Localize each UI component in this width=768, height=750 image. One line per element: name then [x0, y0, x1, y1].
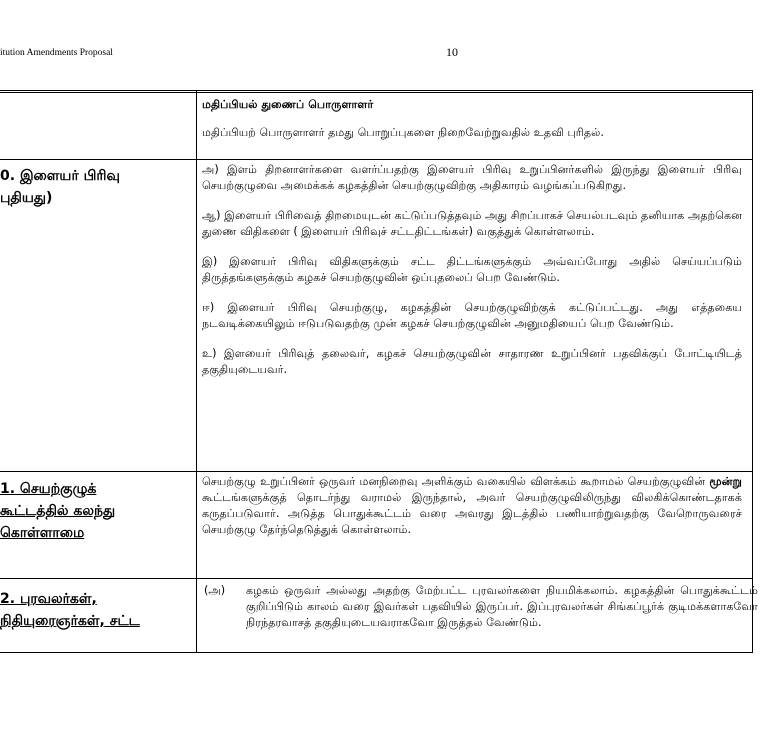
row-2-title-word-1: இளையர் — [19, 168, 79, 184]
row-3-title-line-1: 1. செயற்குழுக் — [0, 481, 97, 497]
row-3-text-bold: மூன்று — [709, 475, 742, 488]
row-3-text-b: கூட்டங்களுக்குத் தொடர்ந்து வராமல் இருந்தால், அவர் செயற்குழுவிலிருந்து விலகிக்கொண்டதாகக் கருதப்படுவார். அடுத்த பொதுக்கூட்டம் வரை அவரது இடத்தில் பணியாற்றுவதற்கு வேறொருவரைச் செயற்குழு தேர்ந்தெடுத்துக் கொள்ளலாம். — [202, 491, 742, 536]
row-2-title — [0, 165, 188, 209]
page-number: 10 — [446, 45, 458, 59]
row-2-title-number: 0. — [0, 168, 16, 184]
row-4-title — [0, 588, 188, 632]
row-2-clause-ii: ஈ) இளையர் பிரிவு செயற்குழு, கழகத்தின் செயற்குழுவிற்குக் கட்டுப்பட்டது. அது எத்தகைய நடவடிக்கையிலும் ஈடுபடுவதற்கு முன் கழகச் செயற்குழுவின் அனுமதியைப் பெற வேண்டும். — [202, 301, 742, 330]
row-3-paragraph — [202, 474, 742, 538]
table-right-border — [752, 90, 753, 653]
table-rule-row2 — [0, 159, 753, 160]
row-4-clause-marker: (அ) — [204, 584, 226, 597]
table-rule-top-double — [0, 92, 753, 93]
running-title: itution Amendments Proposal — [0, 48, 113, 58]
row-1-paragraph: மதிப்பியற் பொருளாளர் தமது பொறுப்புகளை நிறைவேற்றுவதில் உதவி புரிதல். — [202, 126, 604, 139]
row-2-title-word-2: பிரிவு — [83, 168, 120, 184]
row-3-text-a: செயற்குழு உறுப்பினர் ஒருவர் மனநிறைவு அளிக்கும் வகையில் விளக்கம் கூறாமல் செயற்குழுவின் — [202, 475, 710, 488]
table-rule-row4 — [0, 578, 753, 579]
row-3-title-line-2: கூட்டத்தில் கலந்து — [0, 503, 116, 519]
table-rule-row3 — [0, 471, 753, 472]
row-3-description — [202, 474, 742, 538]
row-4-title-word-1: புரவலர்கள், — [19, 591, 97, 607]
row-4-description — [204, 583, 758, 631]
row-1-heading: மதிப்பியல் துணைப் பொருளாளர் — [202, 98, 374, 111]
row-1-description — [202, 97, 742, 141]
row-4-title-word-3: சட்ட — [109, 613, 140, 629]
row-4-title-word-2: நிதியுரைஞர்கள், — [0, 613, 105, 629]
row-2-clause-i: இ) இளையர் பிரிவு விதிகளுக்கும் சட்ட திட்டங்களுக்கும் அவ்வப்போது அதில் செய்யப்படும் திருத்தங்களுக்கும் கழகச் செயற்குழுவின் ஒப்புதலைப் பெற வேண்டும். — [202, 255, 742, 284]
table-column-divider — [196, 90, 197, 653]
table-rule-top — [0, 90, 753, 91]
row-3-title — [0, 478, 115, 544]
table-rule-bottom — [0, 652, 753, 653]
row-2-title-line-2: புதியது) — [0, 190, 53, 206]
row-2-clause-u: உ) இளயைர் பிரிவுத் தலைவர், கழகச் செயற்குழுவின் சாதாரண உறுப்பினர் பதவிக்குப் போட்டியிடத் தகுதியுடையவர். — [202, 347, 742, 376]
row-4-clause-a: கழகம் ஒருவர் அல்லது அதற்கு மேற்பட்ட புரவலர்களை நியமிக்கலாம். கழகத்தின் பொதுக்கூட்டம் குறிப்பிடும் காலம் வரை இவர்கள் பதவியில் இருப்பர். இப்புரவலர்கள் சிங்கப்பூர்க் குடிமக்களாகவோ நிரந்தரவாசத் தகுதியுடையவராகவோ இருத்தல் வேண்டும். — [246, 584, 758, 629]
row-2-clause-a: அ) இளம் திறனாளர்களை வளர்ப்பதற்கு இளையர் பிரிவு உறுப்பினர்களில் இருந்து இளையர் பிரிவு செயற்குழுவை அமைக்கக் கழகத்தின் செயற்குழுவிற்கு அதிகாரம் வழங்கப்படுகிறது. — [202, 163, 742, 192]
row-3-title-line-3: கொள்ளாமை — [0, 525, 85, 541]
row-2-description — [202, 162, 742, 378]
row-4-title-number: 2. — [0, 591, 16, 607]
row-2-clause-aa: ஆ) இளையர் பிரிவைத் திறமையுடன் கட்டுப்படுத்தவும் அது சிறப்பாகச் செயல்படவும் தனியாக அதற்கென துணை விதிகளை ( இளையர் பிரிவுச் சட்டதிட்டங்கள்) வகுத்துக் கொள்ளலாம். — [202, 209, 742, 238]
